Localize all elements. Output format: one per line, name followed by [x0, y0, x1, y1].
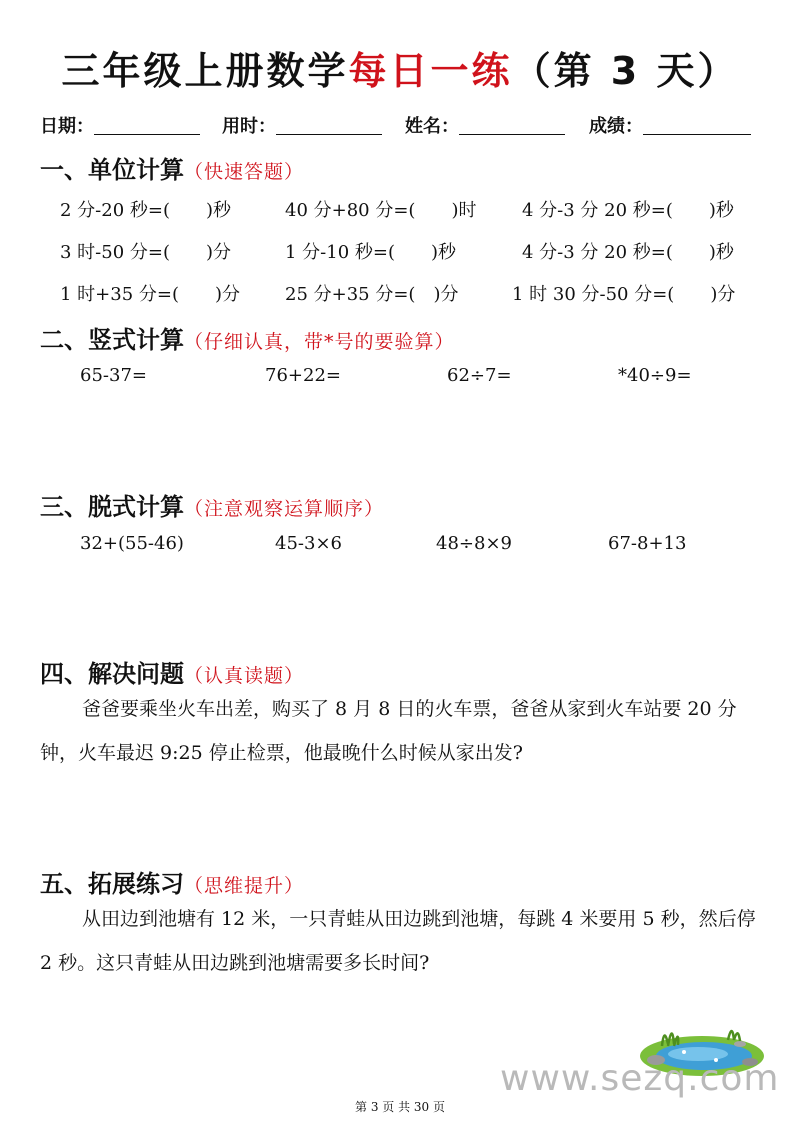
time-blank	[276, 116, 382, 135]
name-label: 姓名：	[405, 116, 459, 137]
name-field	[405, 112, 565, 138]
stepwise-item: 45-3×6	[275, 533, 342, 554]
score-blank	[643, 116, 751, 135]
page-footer: 第 3 页 共 30 页	[355, 1100, 445, 1114]
time-label: 用时：	[222, 116, 276, 137]
section-1-note: （快速答题）	[184, 161, 305, 183]
title-highlight: 每日一练	[348, 49, 513, 93]
date-blank	[94, 116, 200, 135]
page-title	[0, 40, 800, 95]
section-1-heading: 一、单位计算（快速答题）	[40, 156, 305, 184]
name-blank	[459, 116, 565, 135]
section-4-note: （认真读题）	[184, 665, 305, 687]
score-label: 成绩：	[589, 116, 643, 137]
problem-4-text: 爸爸要乘坐火车出差，购买了 8 月 8 日的火车票，爸爸从家到火车站要 20 分钟，火车最迟 9:25 停止检票，他最晚什么时候从家出发?	[40, 698, 737, 764]
score-field	[589, 112, 751, 138]
stepwise-item: 48÷8×9	[436, 533, 512, 554]
vertical-item: 65-37=	[80, 365, 147, 386]
section-5-heading: 五、拓展练习（思维提升）	[40, 870, 305, 898]
vertical-item: 62÷7=	[447, 365, 512, 386]
problem-5-text: 从田边到池塘有 12 米，一只青蛙从田边跳到池塘，每跳 4 米要用 5 秒，然后停 2 秒。这只青蛙从田边跳到池塘需要多长时间?	[40, 908, 756, 974]
stepwise-item: 67-8+13	[608, 533, 687, 554]
unit-item: 2 分-20 秒=( )秒	[60, 200, 232, 221]
section-3-note: （注意观察运算顺序）	[184, 498, 385, 520]
unit-item: 1 时+35 分=( )分	[60, 284, 241, 305]
watermark: www.sezq.com	[500, 1058, 780, 1099]
section-4-heading: 四、解决问题（认真读题）	[40, 660, 305, 688]
date-field	[40, 112, 200, 138]
unit-item: 4 分-3 分 20 秒=( )秒	[522, 200, 734, 221]
unit-item: 4 分-3 分 20 秒=( )秒	[522, 242, 734, 263]
stepwise-item: 32+(55-46)	[80, 533, 184, 554]
unit-item: 1 时 30 分-50 分=( )分	[512, 284, 736, 305]
time-field	[222, 112, 382, 138]
title-main: 三年级上册数学	[61, 49, 349, 93]
date-label: 日期：	[40, 116, 94, 137]
section-5-note: （思维提升）	[184, 875, 305, 897]
section-3-heading: 三、脱式计算（注意观察运算顺序）	[40, 493, 385, 521]
vertical-item: *40÷9=	[618, 365, 692, 386]
unit-item: 40 分+80 分=( )时	[285, 200, 477, 221]
section-2-heading: 二、竖式计算（仔细认真，带*号的要验算）	[40, 326, 455, 354]
title-day: （第 3 天）	[512, 49, 739, 93]
unit-item: 3 时-50 分=( )分	[60, 242, 232, 263]
unit-item: 1 分-10 秒=( )秒	[285, 242, 457, 263]
unit-item: 25 分+35 分=( )分	[285, 284, 459, 305]
section-2-note: （仔细认真，带*号的要验算）	[184, 331, 455, 353]
vertical-item: 76+22=	[265, 365, 341, 386]
